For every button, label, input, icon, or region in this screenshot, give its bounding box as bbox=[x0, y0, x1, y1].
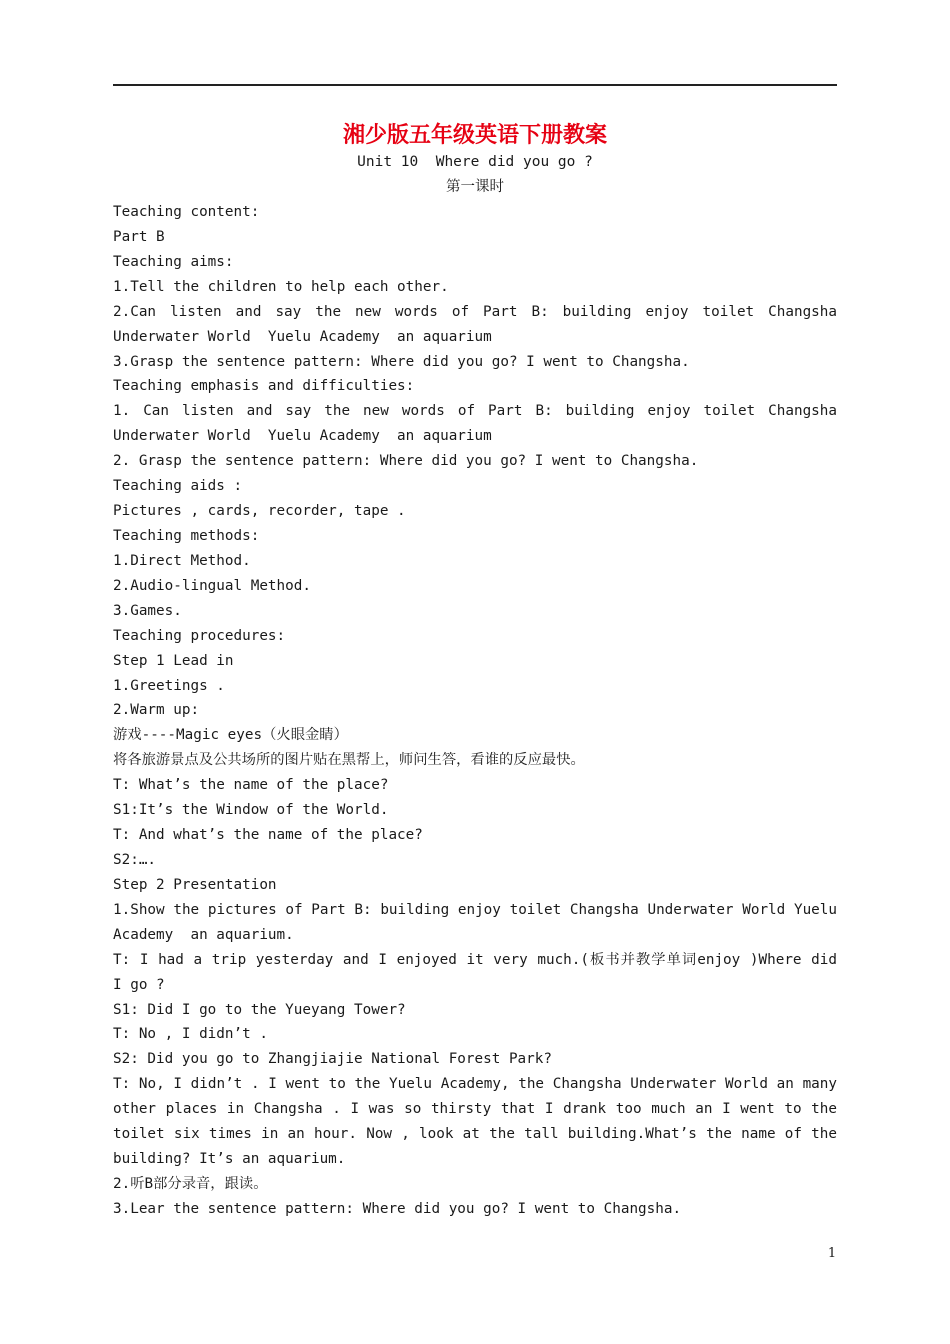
text-line: Underwater World Yuelu Academy an aquarium bbox=[113, 328, 492, 345]
page-number: 1 bbox=[827, 1246, 837, 1261]
text-line: 2.Audio-lingual Method. bbox=[113, 577, 311, 594]
text-line: 1.Tell the children to help each other. bbox=[113, 278, 449, 295]
text-line: S1:It’s the Window of the World. bbox=[113, 802, 389, 819]
text-line: 2.听B部分录音，跟读。 bbox=[113, 1175, 268, 1192]
text-line: 1.Greetings . bbox=[113, 677, 225, 694]
text-line: toilet six times in an hour. Now , look at the tall building.What’s the name of the bbox=[113, 1126, 837, 1143]
text-line: 2.Warm up: bbox=[113, 702, 200, 719]
lesson-body bbox=[113, 200, 837, 1222]
text-line: 2. Grasp the sentence pattern: Where did you go? I went to Changsha. bbox=[113, 453, 699, 470]
text-line: 1. Can listen and say the new words of Part B: building enjoy toilet Changsha bbox=[113, 403, 837, 420]
text-line: Part B bbox=[113, 228, 165, 245]
lesson-label: 第一课时 bbox=[446, 179, 504, 195]
text-line: S1: Did I go to the Yueyang Tower? bbox=[113, 1001, 406, 1018]
document-title: 湘少版五年级英语下册教案 bbox=[342, 122, 607, 148]
text-line: S2: Did you go to Zhangjiajie National Forest Park? bbox=[113, 1051, 552, 1068]
text-line: T: And what’s the name of the place? bbox=[113, 827, 423, 844]
text-line: 将各旅游景点及公共场所的图片贴在黑帮上，师问生答，看谁的反应最快。 bbox=[113, 752, 585, 769]
text-line: Teaching procedures: bbox=[113, 627, 286, 644]
text-line: Teaching methods: bbox=[113, 527, 260, 544]
text-line: Underwater World Yuelu Academy an aquarium bbox=[113, 428, 492, 445]
text-line: 1.Direct Method. bbox=[113, 552, 251, 569]
text-line: 游戏----Magic eyes（火眼金睛） bbox=[113, 727, 348, 744]
text-line: T: I had a trip yesterday and I enjoyed it very much.(板书并教学单词enjoy )Where did bbox=[113, 951, 837, 968]
text-line: Step 2 Presentation bbox=[113, 876, 277, 893]
text-line: T: No, I didn’t . I went to the Yuelu Academy, the Changsha Underwater World an many bbox=[113, 1076, 837, 1093]
text-line: Step 1 Lead in bbox=[113, 652, 234, 669]
text-line: T: What’s the name of the place? bbox=[113, 777, 389, 794]
unit-subtitle: Unit 10 Where did you go ? bbox=[357, 154, 593, 170]
text-line: T: No , I didn’t . bbox=[113, 1026, 268, 1043]
text-line: 3.Grasp the sentence pattern: Where did you go? I went to Changsha. bbox=[113, 353, 690, 370]
text-line: 1.Show the pictures of Part B: building enjoy toilet Changsha Underwater World Yuelu bbox=[113, 901, 837, 918]
text-line: Teaching aims: bbox=[113, 253, 234, 270]
text-line: Teaching emphasis and difficulties: bbox=[113, 378, 415, 395]
text-line: other places in Changsha . I was so thirsty that I drank too much an I went to the bbox=[113, 1101, 837, 1118]
header-rule bbox=[113, 84, 837, 86]
text-line: Teaching content: bbox=[113, 204, 260, 220]
text-line: I go ? bbox=[113, 976, 165, 993]
text-line: 3.Lear the sentence pattern: Where did you go? I went to Changsha. bbox=[113, 1200, 682, 1217]
text-line: S2:…. bbox=[113, 851, 157, 868]
text-line: Pictures , cards, recorder, tape . bbox=[113, 503, 406, 520]
text-line: 3.Games. bbox=[113, 602, 182, 619]
text-line: building? It’s an aquarium. bbox=[113, 1151, 346, 1168]
text-line: Academy an aquarium. bbox=[113, 926, 294, 943]
text-line: Teaching aids : bbox=[113, 478, 243, 495]
text-line: 2.Can listen and say the new words of Part B: building enjoy toilet Changsha bbox=[113, 303, 837, 320]
